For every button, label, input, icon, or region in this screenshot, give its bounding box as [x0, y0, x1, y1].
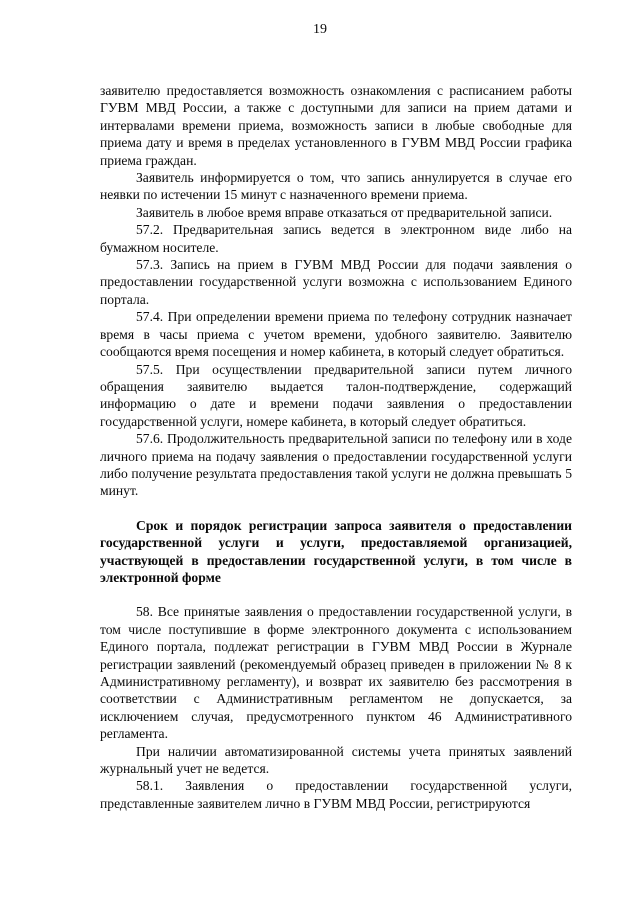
paragraph: Заявитель информируется о том, что запись аннулируется в случае его неявки по истечении 15 минут с назначенного времени приема. [100, 170, 572, 203]
document-body [100, 82, 572, 812]
paragraph: заявителю предоставляется возможность ознакомления с расписанием работы ГУВМ МВД России, а также с доступными для записи на прием датами и интервалами времени приема, возможность записи в любые свободные для приема дату и время в пределах установленного в ГУВМ МВД России графика приема граждан. [100, 83, 572, 168]
paragraph: 57.5. При осуществлении предварительной записи путем личного обращения заявителю выдается талон-подтверждение, содержащий информацию о дате и времени подачи заявления о предоставлении государственной услуги, номере кабинета, в который следует обратиться. [100, 361, 572, 429]
section-heading: Срок и порядок регистрации запроса заявителя о предоставлении государственной услуги и услуги, предоставляемой организацией, участвующей в предоставлении государственной услуги, в том числе в электронной форме [100, 517, 572, 585]
paragraph: 57.4. При определении времени приема по телефону сотрудник назначает время в часы приема с учетом времени, удобного заявителю. Заявителю сообщаются время посещения и номер кабинета, в который следует обратиться. [100, 309, 572, 360]
paragraph: Заявитель в любое время вправе отказаться от предварительной записи. [136, 204, 553, 220]
page-number: 19 [313, 22, 327, 37]
paragraph: 58. Все принятые заявления о предоставлении государственной услуги, в том числе поступившие в форме электронного документа с использованием Единого портала, подлежат регистрации в ГУВМ МВД России в Журнале регистрации заявлений (рекомендуемый образец приведен в приложении № 8 к Административному регламенту), и возврат их заявителю без рассмотрения в соответствии с Административным регламентом не допускается, за исключением случая, предусмотренного пунктом 46 Административного регламента. [100, 604, 572, 742]
paragraph: 58.1. Заявления о предоставлении государственной услуги, представленные заявителем лично в ГУВМ МВД России, регистрируются [100, 778, 572, 811]
paragraph: 57.3. Запись на прием в ГУВМ МВД России для подачи заявления о предоставлении государственной услуги возможна с использованием Единого портала. [100, 257, 572, 307]
paragraph: При наличии автоматизированной системы учета принятых заявлений журнальный учет не ведется. [100, 743, 572, 777]
paragraph: 57.6. Продолжительность предварительной записи по телефону или в ходе личного приема на подачу заявления о предоставлении государственной услуги либо получение результата предоставления такой услуги не должна превышать 5 минут. [100, 431, 572, 499]
paragraph: 57.2. Предварительная запись ведется в электронном виде либо на бумажном носителе. [100, 222, 572, 255]
